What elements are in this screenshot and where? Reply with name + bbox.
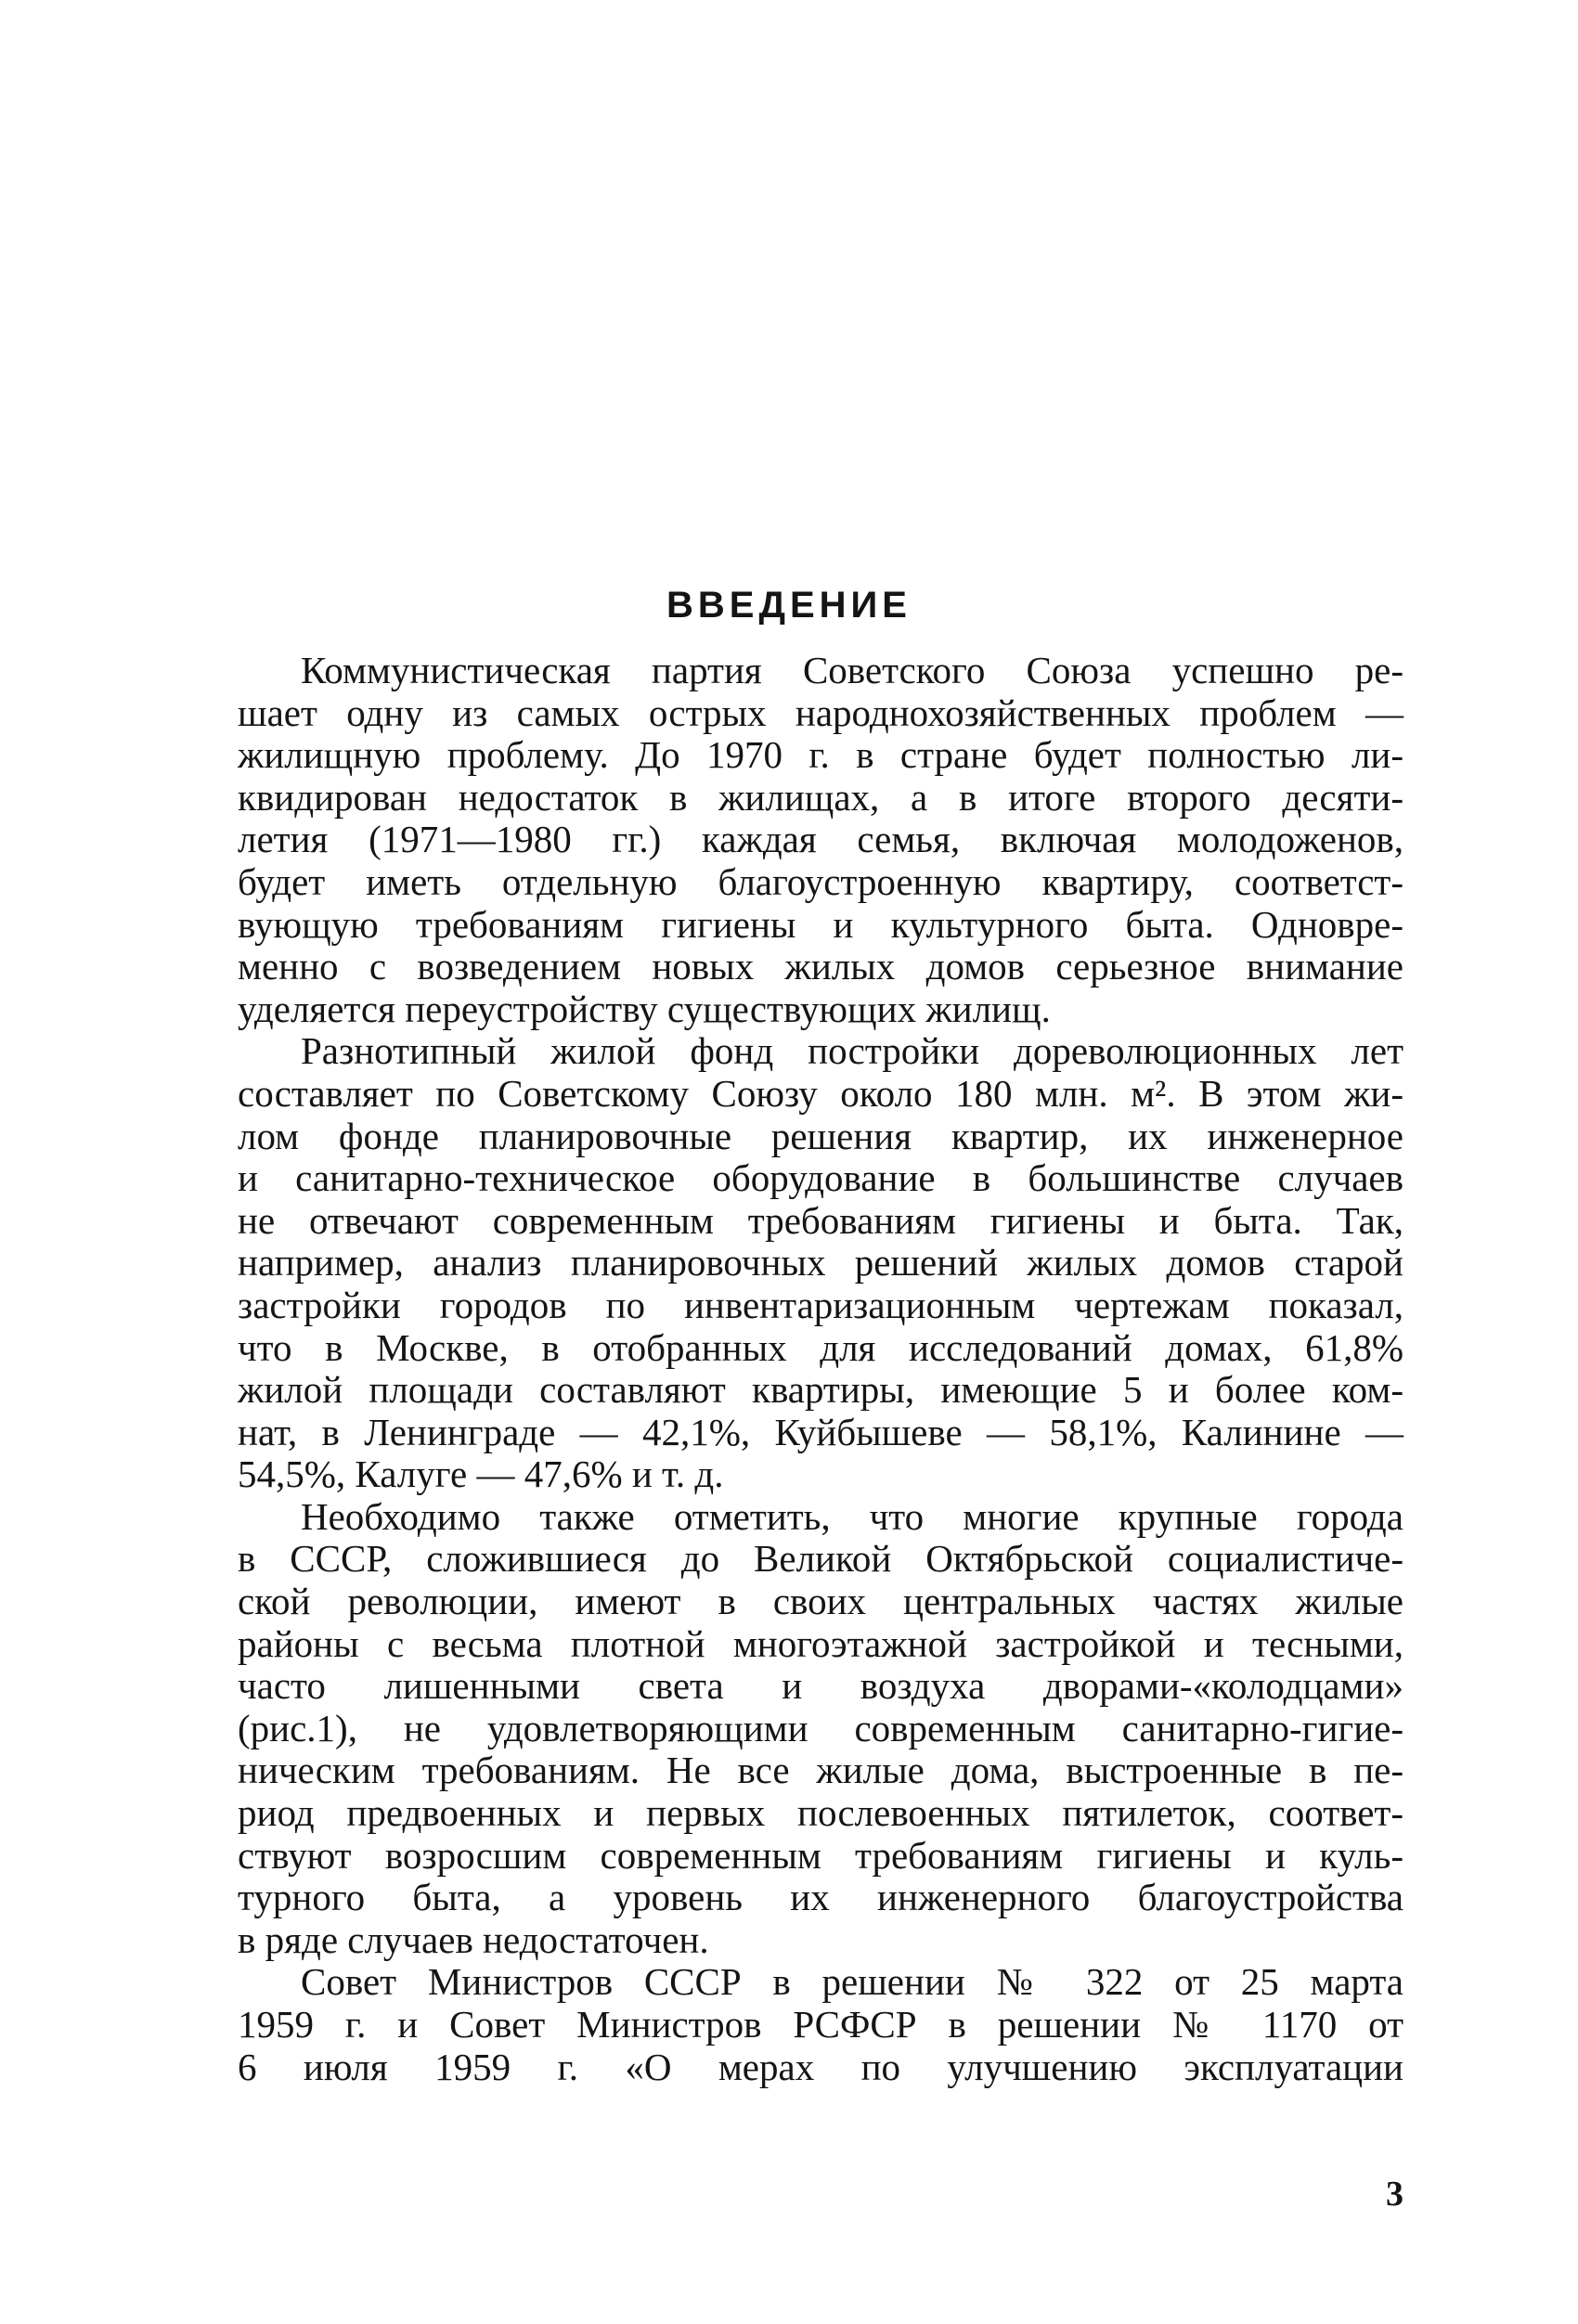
page-number: 3: [1386, 2175, 1403, 2214]
text-line: 1959 г. и Совет Министров РСФСР в решении № 1170 от: [238, 2003, 1403, 2046]
text-line: будет иметь отдельную благоустроенную квартиру, соответст-: [238, 859, 1403, 903]
text-line: составляет по Советскому Союзу около 180 млн. м². В этом жи-: [238, 1071, 1403, 1115]
text-line: уделяется переустройству существующих жилищ.: [238, 987, 1051, 1030]
page-title: ВВЕДЕНИЕ: [666, 585, 912, 626]
paragraph-2: [175, 1030, 1403, 1496]
text-line: например, анализ планировочных решений жилых домов старой: [238, 1241, 1403, 1285]
text-line: застройки городов по инвентаризационным чертежам показал,: [238, 1283, 1403, 1326]
text-line: 6 июля 1959 г. «О мерах по улучшению эксплуатации: [238, 2045, 1403, 2088]
text-line: лом фонде планировочные решения квартир, их инженерное: [238, 1114, 1403, 1157]
paragraph-4: [175, 1961, 1403, 2088]
text-line: турного быта, а уровень их инженерного благоустройства: [238, 1876, 1403, 1919]
text-line: ствуют возросшим современным требованиям гигиены и куль-: [238, 1833, 1403, 1877]
text-line: вующую требованиям гигиены и культурного быта. Одновре-: [238, 902, 1403, 946]
text-line: ническим требованиям. Не все жилые дома, выстроенные в пе-: [238, 1749, 1403, 1792]
body-text: [175, 650, 1403, 2088]
text-line: в ряде случаев недостаточен.: [238, 1917, 709, 1961]
text-line: риод предвоенных и первых послевоенных пятилеток, соответ-: [238, 1791, 1403, 1835]
text-line: жилищную проблему. До 1970 г. в стране будет полностью ли-: [238, 733, 1403, 777]
text-line: Совет Министров СССР в решении № 322 от 25 марта: [301, 1960, 1403, 2004]
text-line: в СССР, сложившиеся до Великой Октябрьской социалистиче-: [238, 1537, 1403, 1581]
text-line: районы с весьма плотной многоэтажной застройкой и тесными,: [238, 1621, 1403, 1665]
text-line: Разнотипный жилой фонд постройки дореволюционных лет: [301, 1029, 1403, 1073]
text-line: жилой площади составляют квартиры, имеющие 5 и более ком-: [238, 1368, 1403, 1412]
paragraph-1: [175, 650, 1403, 1030]
text-line: нат, в Ленинграде — 42,1%, Куйбышеве — 58,1%, Калинине —: [238, 1410, 1403, 1453]
text-line: что в Москве, в отобранных для исследований домах, 61,8%: [238, 1325, 1403, 1369]
text-line: часто лишенными света и воздуха дворами-«колодцами»: [238, 1664, 1403, 1708]
text-line: не отвечают современным требованиям гигиены и быта. Так,: [238, 1198, 1403, 1242]
text-line: летия (1971—1980 гг.) каждая семья, включая молодоженов,: [238, 818, 1403, 861]
paragraph-3: [175, 1496, 1403, 1962]
text-line: и санитарно-техническое оборудование в большинстве случаев: [238, 1156, 1403, 1200]
text-line: 54,5%, Калуге — 47,6% и т. д.: [238, 1452, 724, 1496]
text-line: ской революции, имеют в своих центральных частях жилые: [238, 1580, 1403, 1623]
text-line: менно с возведением новых жилых домов серьезное внимание: [238, 945, 1403, 988]
text-line: (рис.1), не удовлетворяющими современным санитарно-гигие-: [238, 1706, 1403, 1749]
text-line: квидирован недостаток в жилищах, а в итоге второго десяти-: [238, 775, 1403, 819]
text-line: Коммунистическая партия Советского Союза успешно ре-: [301, 649, 1403, 691]
text-line: Необходимо также отметить, что многие крупные города: [301, 1494, 1403, 1538]
text-line: шает одну из самых острых народнохозяйственных проблем —: [238, 691, 1403, 734]
